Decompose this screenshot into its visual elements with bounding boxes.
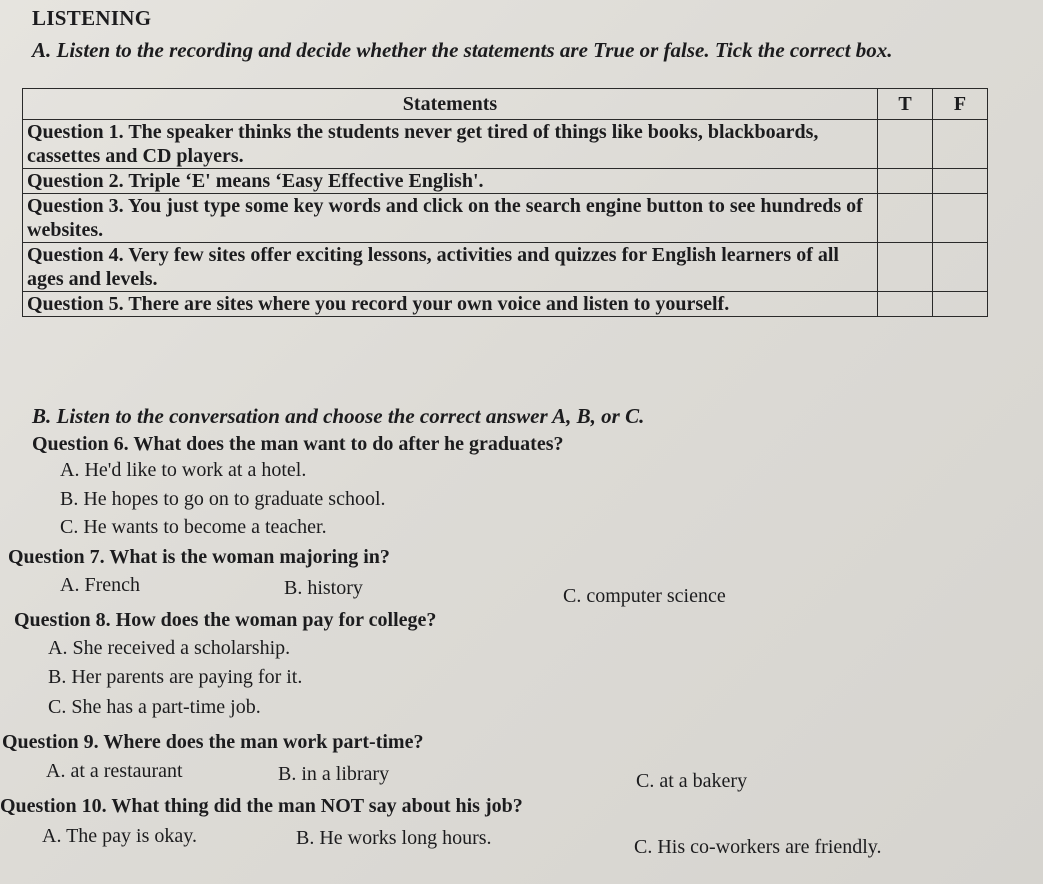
statement-cell [23, 169, 878, 194]
table-row [23, 243, 988, 292]
statement-cell [23, 120, 878, 169]
table-header-row [23, 89, 988, 120]
true-checkbox[interactable] [878, 194, 933, 243]
q8-option-a[interactable]: A. She received a scholarship. [48, 637, 291, 659]
false-header: F [933, 89, 988, 120]
statement-text: Triple ‘E' means ‘Easy Effective English'. [123, 170, 484, 192]
true-checkbox[interactable] [878, 120, 933, 169]
q6-option-b[interactable]: B. He hopes to go on to graduate school. [60, 488, 386, 510]
question-label: Question 2. [27, 170, 124, 192]
false-checkbox[interactable] [933, 120, 988, 169]
question-label: Question 5. [27, 293, 124, 315]
part-b-instruction: B. Listen to the conversation and choose the correct answer A, B, or C. [32, 404, 645, 428]
q9-option-c[interactable]: C. at a bakery [636, 770, 748, 792]
statement-text: The speaker thinks the students never get tired of things like books, blackboards, cassettes and CD players. [27, 121, 819, 167]
q10-option-a[interactable]: A. The pay is okay. [42, 825, 197, 847]
q8-option-c[interactable]: C. She has a part-time job. [48, 696, 261, 718]
question-6: Question 6. What does the man want to do after he graduates? [32, 433, 564, 455]
false-checkbox[interactable] [933, 169, 988, 194]
part-a-instruction: A. Listen to the recording and decide whether the statements are True or false. Tick the correct box. [32, 38, 893, 62]
true-header: T [878, 89, 933, 120]
statement-text: You just type some key words and click on the search engine button to see hundreds of websites. [27, 195, 863, 241]
question-9: Question 9. Where does the man work part-time? [2, 731, 424, 753]
q8-option-b[interactable]: B. Her parents are paying for it. [48, 666, 303, 688]
q9-option-a[interactable]: A. at a restaurant [46, 760, 183, 782]
false-checkbox[interactable] [933, 292, 988, 317]
question-label: Question 1. [27, 121, 124, 143]
q6-option-a[interactable]: A. He'd like to work at a hotel. [60, 459, 307, 481]
statement-text: There are sites where you record your own voice and listen to yourself. [123, 293, 730, 315]
question-label: Question 3. [27, 195, 124, 217]
question-label: Question 4. [27, 244, 124, 266]
statement-cell [23, 194, 878, 243]
table-row [23, 169, 988, 194]
q9-option-b[interactable]: B. in a library [278, 763, 390, 785]
question-7: Question 7. What is the woman majoring in? [8, 546, 390, 568]
table-row [23, 120, 988, 169]
question-10: Question 10. What thing did the man NOT say about his job? [0, 795, 523, 817]
true-false-table [22, 88, 988, 317]
statement-text: Very few sites offer exciting lessons, activities and quizzes for English learners of all ages and levels. [27, 244, 839, 290]
table-row [23, 292, 988, 317]
true-checkbox[interactable] [878, 292, 933, 317]
q10-option-b[interactable]: B. He works long hours. [296, 827, 492, 849]
true-checkbox[interactable] [878, 169, 933, 194]
false-checkbox[interactable] [933, 243, 988, 292]
q10-option-c[interactable]: C. His co-workers are friendly. [634, 836, 882, 858]
statements-header: Statements [23, 89, 878, 120]
q7-option-c[interactable]: C. computer science [563, 585, 726, 607]
statement-cell [23, 243, 878, 292]
question-8: Question 8. How does the woman pay for college? [14, 609, 437, 631]
table-row [23, 194, 988, 243]
section-title: LISTENING [32, 6, 152, 30]
q7-option-b[interactable]: B. history [284, 577, 363, 599]
q7-option-a[interactable]: A. French [60, 574, 140, 596]
q6-option-c[interactable]: C. He wants to become a teacher. [60, 516, 327, 538]
false-checkbox[interactable] [933, 194, 988, 243]
statement-cell [23, 292, 878, 317]
true-checkbox[interactable] [878, 243, 933, 292]
